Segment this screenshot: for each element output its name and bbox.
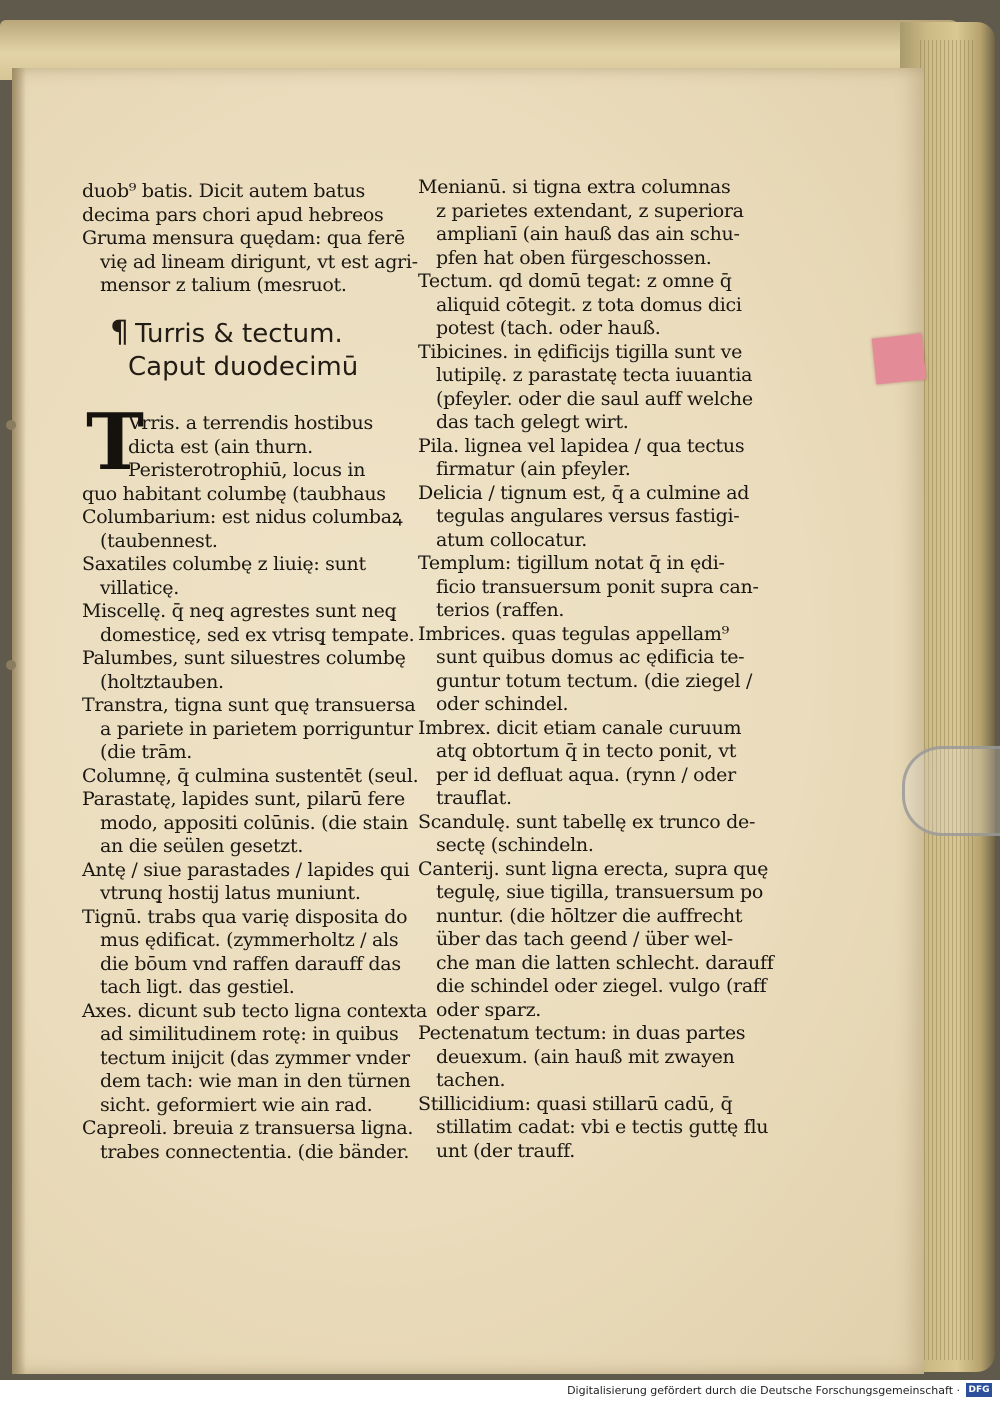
text-line: mensor z talium (mesruot.: [100, 274, 347, 296]
text-line: Peristerotrophiū, locus in: [128, 459, 366, 481]
text-line: sectę (schindeln.: [436, 834, 594, 856]
page-edge-texture: [920, 40, 975, 1360]
text-line: firmatur (ain pfeyler.: [436, 458, 631, 480]
text-line: che man die latten schlecht. darauff: [436, 951, 774, 974]
text-line: vtrunq̧ hostij latus muniunt.: [100, 882, 361, 904]
text-line: ad similitudinem rotę: in quibus: [100, 1023, 399, 1045]
text-line: deuexum. (ain hauß mit zwayen: [436, 1045, 735, 1068]
text-line: terios (raffen.: [436, 599, 565, 621]
text-line: Transtra, tigna sunt quę transuersa: [82, 694, 416, 716]
text-line: sicht. geformiert wie ain rad.: [100, 1093, 373, 1116]
text-line: Saxatiles columbę z liuię: sunt: [82, 553, 366, 575]
text-line: die bōum vnd raffen darauff das: [100, 952, 401, 975]
text-line: potest (tach. oder hauß.: [436, 317, 661, 339]
text-line: Menianū. si tigna extra columnas: [418, 176, 731, 198]
text-line: decima pars chori apud hebreos: [82, 203, 384, 226]
text-line: vię ad lineam dirigunt, vt est agri-: [100, 250, 418, 273]
footer-bar: [0, 1380, 1000, 1402]
drop-cap: T: [86, 397, 145, 488]
text-line: Scandulę. sunt tabellę ex trunco de-: [418, 810, 756, 833]
text-line: stillatim cadat: vbi e tectis guttę flu: [436, 1116, 769, 1138]
text-line: tachen.: [436, 1069, 506, 1091]
chapter-title-text: Turris & tectum.: [135, 319, 343, 349]
text-line: Gruma mensura quędam: qua ferē: [82, 227, 405, 249]
text-line: trauflat.: [436, 787, 512, 809]
text-line: Delicia / tignum est, q̄ a culmine ad: [418, 481, 750, 504]
text-line: dicta est (ain thurn.: [128, 435, 313, 458]
text-line: per id defluat aqua. (rynn / oder: [436, 763, 736, 786]
text-line: das tach gelegt wirt.: [436, 411, 629, 433]
text-line: atq̧ obtortum q̄ in tecto ponit, vt: [436, 740, 737, 762]
text-line: Pila. lignea vel lapidea / qua tectus: [418, 434, 745, 457]
text-line: domesticę, sed ex vtrisq̧ tempate.: [100, 623, 415, 646]
text-line: (pfeyler. oder die saul auff welche: [436, 387, 753, 410]
text-line: Imbrex. dicit etiam canale curuum: [418, 716, 742, 739]
left-column-top-text: [82, 180, 418, 298]
text-line: Parastatę, lapides sunt, pilarū fere: [82, 788, 405, 810]
text-line: tectum inijcit (das zymmer vnder: [100, 1046, 410, 1069]
text-line: Canterij. sunt ligna erecta, supra quę: [418, 857, 769, 880]
chapter-title: [110, 315, 343, 350]
chapter-subtitle: Caput duodecimū: [128, 352, 359, 382]
page-clip: [902, 746, 1000, 836]
text-line: modo, appositi colūnis. (die stain: [100, 811, 409, 834]
text-line: Stillicidium: quasi stillarū cadū, q̄: [418, 1092, 733, 1115]
text-line: Axes. dicunt sub tecto ligna contexta: [82, 999, 428, 1022]
text-line: (holtztauben.: [100, 670, 224, 693]
binding-hole: [6, 660, 16, 670]
text-line: Pectenatum tectum: in duas partes: [418, 1022, 746, 1044]
funding-credit: Digitalisierung gefördert durch die Deutsche Forschungsgemeinschaft ·: [567, 1384, 960, 1397]
text-line: Tibicines. in ędificijs tigilla sunt ve: [418, 340, 743, 363]
text-line: tach ligt. das gestiel.: [100, 976, 295, 998]
text-line: oder schindel.: [436, 693, 569, 715]
text-line: Antę / siue parastades / lapides qui: [82, 858, 410, 881]
text-line: nuntur. (die hōltzer die auffrecht: [436, 904, 743, 927]
text-line: über das tach geend / über wel-: [436, 928, 733, 950]
right-column: [418, 176, 774, 1163]
text-line: tegulas angulares versus fastigi-: [436, 505, 740, 527]
text-line: mus ędificat. (zymmerholtz / als: [100, 929, 399, 951]
page-gutter-shadow: [12, 68, 26, 1374]
left-column-body: [82, 412, 428, 1164]
text-line: atum collocatur.: [436, 528, 588, 551]
text-line: die schindel oder ziegel. vulgo (raff: [436, 975, 767, 997]
text-line: pfen hat oben fürgeschossen.: [436, 246, 712, 269]
text-line: sunt quibus domus ac ędificia te-: [436, 646, 745, 668]
text-line: Templum: tigillum notat q̄ in ędi-: [418, 552, 725, 574]
text-line: aliquid cōtegit. z tota domus dici: [436, 293, 742, 316]
text-line: villaticę.: [100, 576, 179, 599]
text-line: (die trām.: [100, 741, 193, 763]
text-line: z parietes extendant, z superiora: [436, 199, 744, 222]
text-line: oder sparz.: [436, 998, 542, 1021]
text-line: Tectum. qd domū tegat: z omne q̄: [418, 270, 732, 292]
text-line: ficio transuersum ponit supra can-: [436, 575, 759, 598]
text-line: (taubennest.: [100, 529, 218, 552]
text-line: Miscellę. q̄ neq̧ agrestes sunt neq̧: [82, 600, 397, 622]
text-line: Columnę, q̄ culmina sustentēt (seul.: [82, 764, 419, 787]
text-line: an die seülen gesetzt.: [100, 835, 304, 857]
text-line: trabes connectentia. (die bänder.: [100, 1140, 410, 1163]
pink-bookmark-tab: [872, 334, 927, 385]
text-line: Imbrices. quas tegulas appellam⁹: [418, 622, 729, 645]
text-line: Capreoli. breuia z transuersa ligna.: [82, 1117, 414, 1139]
pilcrow-icon: ¶: [110, 315, 130, 350]
text-line: lutipilę. z parastatę tecta iuuantia: [436, 364, 753, 386]
text-line: duob⁹ batis. Dicit autem batus: [82, 180, 366, 202]
text-line: Palumbes, sunt siluestres columbę: [82, 647, 406, 669]
text-line: Vrris. a terrendis hostibus: [128, 412, 373, 434]
text-line: dem tach: wie man in den türnen: [100, 1070, 411, 1092]
text-line: guntur totum tectum. (die ziegel /: [436, 669, 753, 692]
binding-hole: [6, 420, 16, 430]
text-line: Columbarium: est nidus columbaꝝ: [82, 506, 403, 528]
text-line: quo habitant columbę (taubhaus: [82, 482, 386, 505]
text-line: a pariete in parietem porriguntur: [100, 717, 413, 740]
dfg-logo[interactable]: DFG: [966, 1383, 992, 1397]
text-line: unt (der trauff.: [436, 1139, 575, 1162]
text-line: Tignū. trabs qua varię disposita do: [82, 905, 408, 928]
text-line: tegulę, siue tigilla, transuersum po: [436, 881, 763, 903]
text-line: amplianī (ain hauß das ain schu-: [436, 223, 740, 245]
